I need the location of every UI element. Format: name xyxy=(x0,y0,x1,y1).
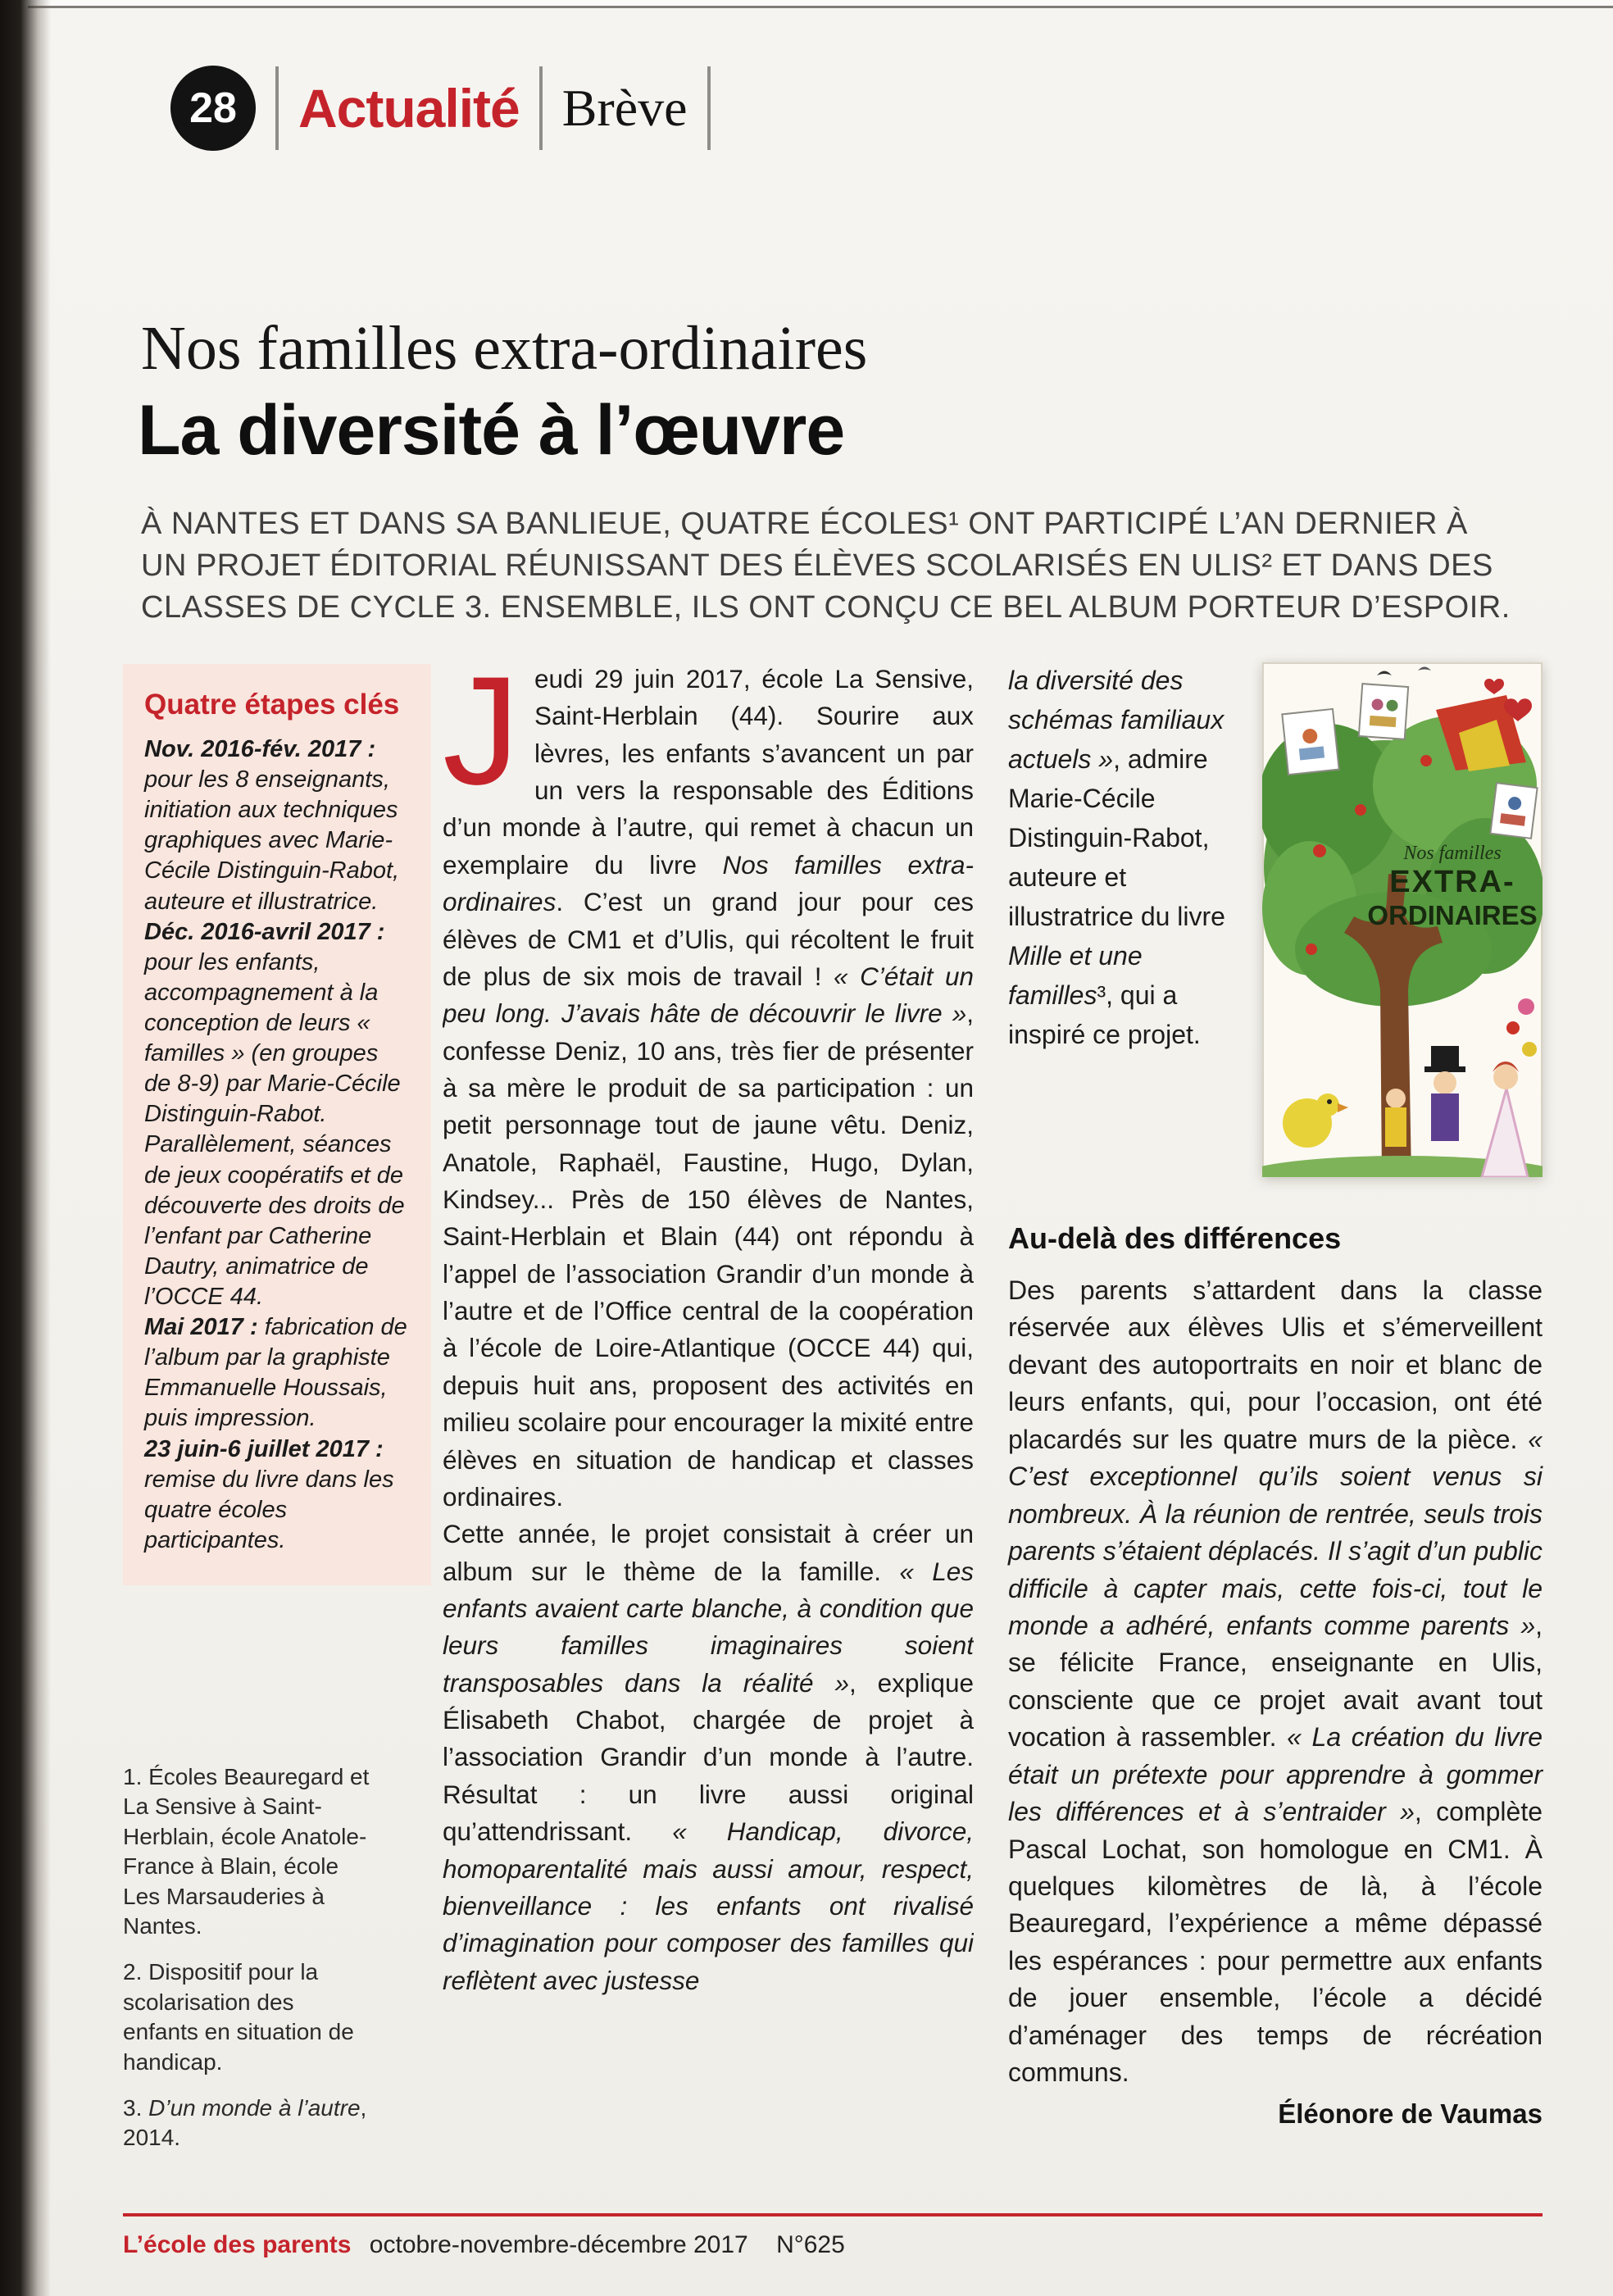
page-number-badge xyxy=(170,66,256,151)
article-paragraph-1 xyxy=(443,661,974,1516)
sidebar-entry-date: Déc. 2016-avril 2017 : xyxy=(144,918,385,945)
footer-rule xyxy=(123,2213,1543,2216)
byline: Éléonore de Vaumas xyxy=(1278,2098,1543,2129)
sidebar-entry-text: pour les enfants, accompagnement à la conception de leurs « familles » (en groupes de 8-9) par Marie-Cécile Distinguin-Rabot. Parallèlement, séances de jeux coopératifs et de découverte des droits de l’enfant par Catherine Dautry, animatrice de l’OCCE 44. xyxy=(144,948,405,1310)
article-title: La diversité à l’œuvre xyxy=(138,391,845,470)
article-paragraph-2 xyxy=(443,1516,974,1999)
masthead-divider xyxy=(275,66,279,150)
footer xyxy=(123,2231,845,2259)
sidebar-body xyxy=(144,734,410,1556)
article-standfirst: À NANTES ET DANS SA BANLIEUE, QUATRE ÉCOLES¹ ONT PARTICIPÉ L’AN DERNIER À UN PROJET ÉDITORIAL RÉUNISSANT DES ÉLÈVES SCOLARISÉS EN ULIS² ET DANS DES CLASSES DE CYCLE 3. ENSEMBLE, ILS ONT CONÇU CE BEL ALBUM PORTEUR D’ESPOIR. xyxy=(141,507,1511,625)
footnotes xyxy=(123,1762,373,2170)
article-kicker: Nos familles extra-ordinaires xyxy=(141,314,868,383)
cover-title-line-3: ORDINAIRES xyxy=(1367,900,1538,930)
footnote-3: 3. D’un monde à l’autre, 2014. xyxy=(123,2094,367,2151)
masthead-divider xyxy=(707,66,711,150)
issue-date: octobre-novembre-décembre 2017 xyxy=(369,2231,748,2258)
cover-title-line-1: Nos familles xyxy=(1403,843,1502,864)
scan-edge-left xyxy=(0,0,51,2296)
article-main-column xyxy=(443,661,974,1999)
sidebar-entry-date: 23 juin-6 juillet 2017 : xyxy=(144,1435,384,1462)
article-paragraph-3: Des parents s’attardent dans la classe réservée aux élèves Ulis et s’émerveillent devant des autoportraits en noir et blanc de leurs enfants, qui, pour l’occasion, ont été placardés sur les quatre murs de la pièce. « C’est exceptionnel qu’ils soient venus si nombreux. À la réunion de rentrée, seuls trois parents s’étaient déplacés. Il s’agit d’un public difficile à capter mais, cette fois-ci, tout le monde a adhéré, enfants comme parents », se félicite France, enseignante en Ulis, consciente que ce projet avait avant tout vocation à rassembler. « La création du livre était un prétexte pour apprendre à gommer les différences et à s’entraider », complète Pascal Lochat, son homologue en CM1. À quelques kilomètres de là, à l’école Beauregard, l’expérience a même dépassé les espérances : pour permettre aux enfants de jouer ensemble, l’école a décidé d’aménager des temps de récréation communs. xyxy=(1008,1275,1543,2088)
footnote-1: 1. Écoles Beauregard et La Sensive à Saint-Herblain, école Anatole-France à Blain, école Les Marsauderies à Nantes. xyxy=(123,1764,370,1939)
sidebar-entry xyxy=(144,734,410,917)
scan-edge-top xyxy=(0,0,1613,6)
sidebar-entry xyxy=(144,917,410,1312)
article-paragraph-continuation: la diversité des schémas familiaux actuels », admire Marie-Cécile Distinguin-Rabot, auteure et illustratrice du livre Mille et une familles³, qui a inspiré ce projet. xyxy=(1008,666,1225,1049)
sidebar-entry-text: pour les 8 enseignants, initiation aux techniques graphiques avec Marie-Cécile Distinguin-Rabot, auteure et illustratrice. xyxy=(144,766,400,915)
sidebar-entry xyxy=(144,1434,410,1556)
issue-number: N°625 xyxy=(776,2231,845,2258)
sidebar-entry xyxy=(144,1312,410,1434)
cover-title-line-2: EXTRA- xyxy=(1389,865,1515,899)
sidebar-entry-text: fabrication de l’album par la graphiste Emmanuelle Houssais, puis impression. xyxy=(144,1314,407,1432)
section-heading: Au-delà des différences xyxy=(1008,1221,1342,1255)
book-cover-illustration xyxy=(1262,662,1543,1177)
sidebar-key-steps xyxy=(123,664,431,1585)
masthead-divider xyxy=(539,66,543,150)
footnote-2: 2. Dispositif pour la scolarisation des enfants en situation de handicap. xyxy=(123,1959,354,2075)
sidebar-entry-text: remise du livre dans les quatre écoles participantes. xyxy=(144,1466,394,1553)
paragraph-text: eudi 29 juin 2017, école La Sensive, Saint-Herblain (44). Sourire aux lèvres, les enfants s’avancent un par un vers la responsable des Éditions d’un monde à l’autre, qui remet à chacun un exemplaire du livre Nos familles extra-ordinaires. C’est un grand jour pour ces élèves de CM1 et d’Ulis, qui récoltent le fruit de plus de six mois de travail ! « C’était un peu long. J’avais hâte de découvrir le livre », confesse Deniz, 10 ans, très fier de présenter à sa mère le produit de sa participation : un petit personnage tout de jaune vêtu. Deniz, Anatole, Raphaël, Faustine, Hugo, Dylan, Kindsey... Près de 150 élèves de Nantes, Saint-Herblain et Blain (44) ont répondu à l’appel de l’association Grandir d’un monde à l’autre et de l’Office central de la coopération à l’école de Loire-Atlantique (OCCE 44) qui, depuis huit ans, proposent des activités en milieu scolaire pour encourager la mixité entre élèves en situation de handicap et classes ordinaires. xyxy=(443,664,974,1512)
page-number: 28 xyxy=(189,84,237,132)
magazine-name: L’école des parents xyxy=(123,2231,352,2258)
right-column-top xyxy=(1008,661,1543,1192)
article-right-column xyxy=(1008,661,1543,2130)
drop-cap: J xyxy=(443,661,520,816)
sidebar-title: Quatre étapes clés xyxy=(144,689,400,721)
section-label: Actualité xyxy=(298,78,520,139)
sidebar-entry-date: Nov. 2016-fév. 2017 : xyxy=(144,736,376,762)
masthead xyxy=(170,66,711,151)
rubric-label: Brève xyxy=(561,79,688,137)
book-cover xyxy=(1262,662,1543,1177)
paragraph-text: Cette année, le projet consistait à créer un album sur le thème de la famille. « Les enfants avaient carte blanche, à condition que leurs familles imaginaires soient transposables dans la réalité », explique Élisabeth Chabot, chargée de projet à l’association Grandir d’un monde à l’autre. Résultat : un livre aussi original qu’attendrissant. « Handicap, divorce, homoparentalité mais aussi amour, respect, bienveillance : les enfants ont rivalisé d’imagination pour composer des familles qui reflètent avec justesse xyxy=(443,1519,974,1995)
scan-edge-topline xyxy=(28,6,1613,8)
sidebar-entry-date: Mai 2017 : xyxy=(144,1314,265,1341)
